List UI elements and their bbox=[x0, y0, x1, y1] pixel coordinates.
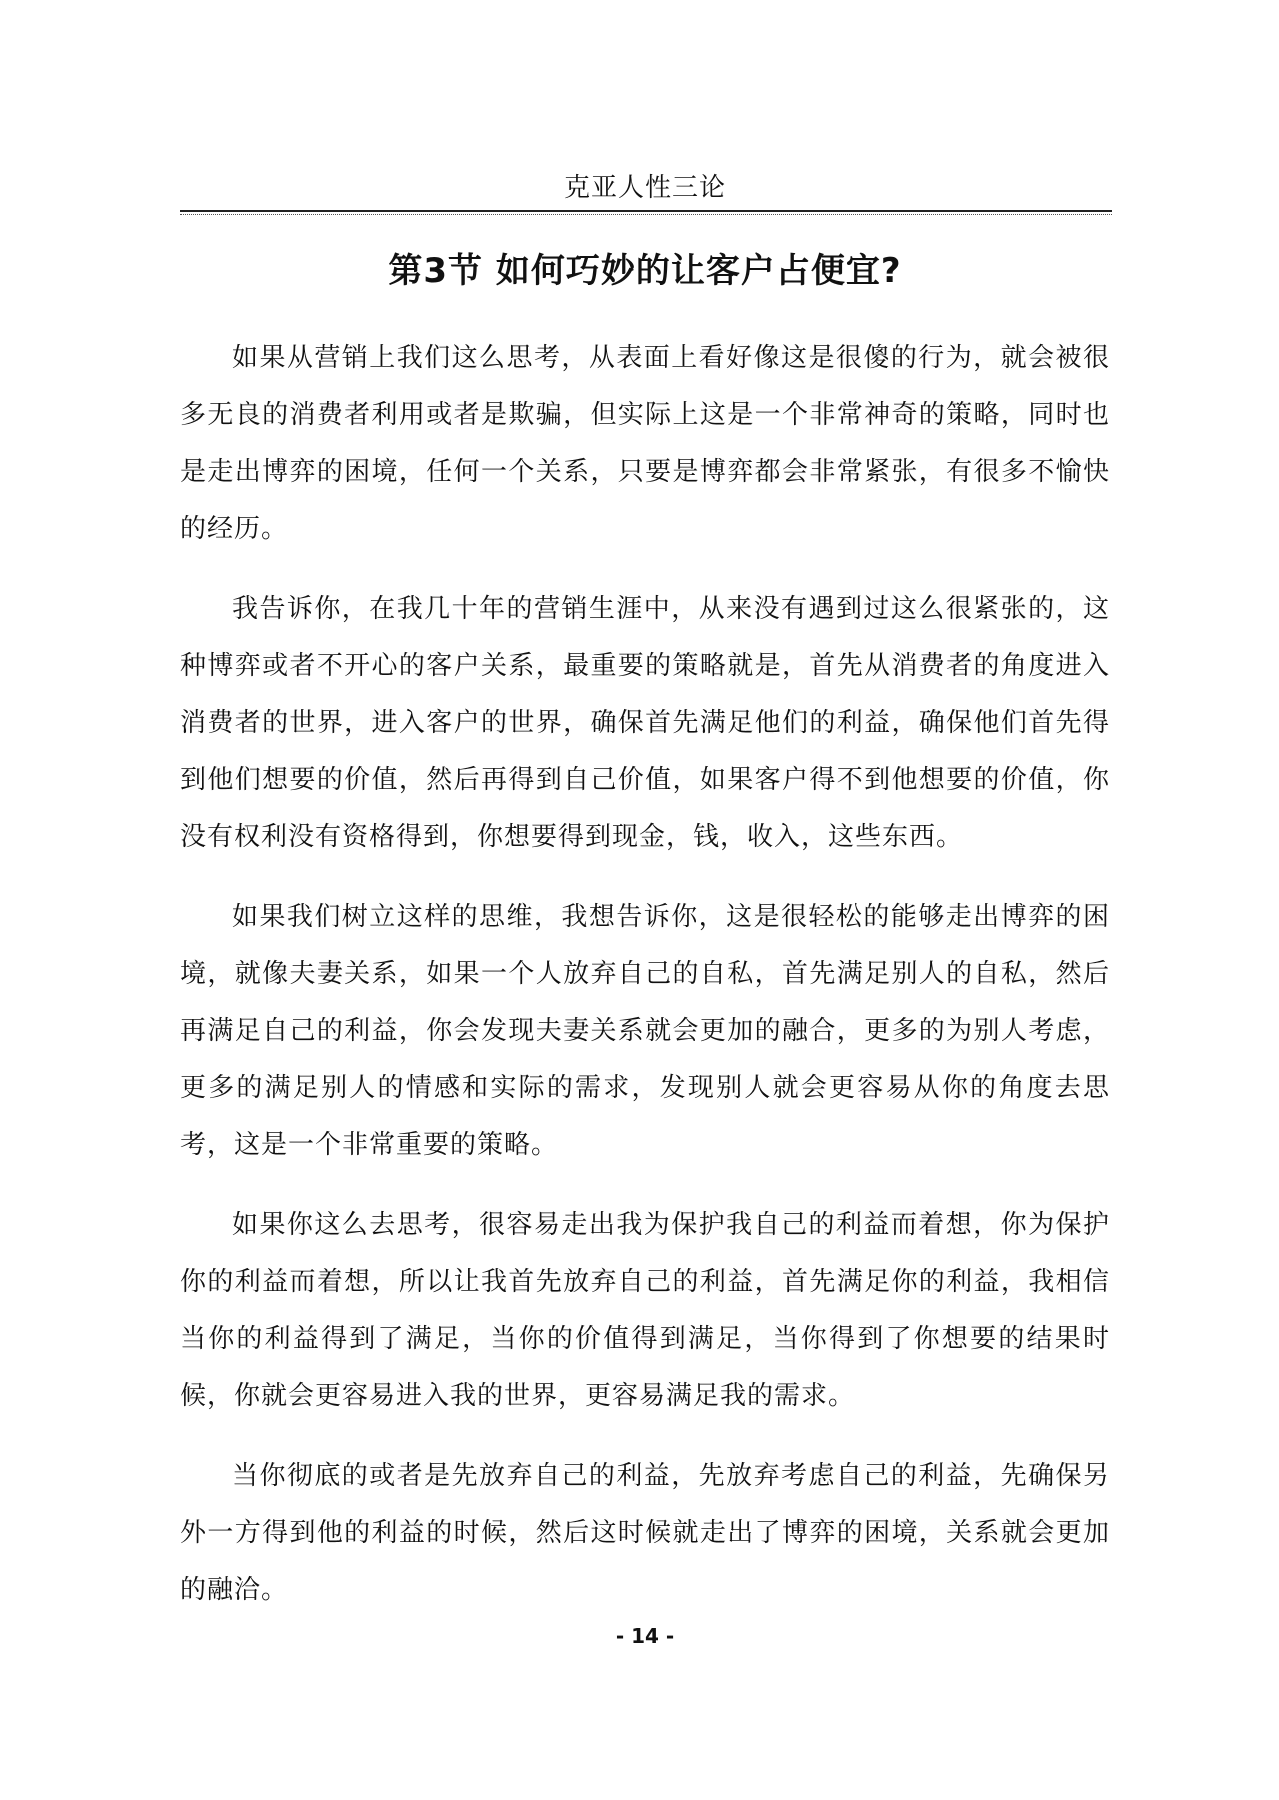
paragraph-4: 如果你这么去思考，很容易走出我为保护我自己的利益而着想，你为保护你的利益而着想，所以让我首先放弃自己的利益，首先满足你的利益，我相信当你的利益得到了满足，当你的价值得到满足，当你得到了你想要的结果时候，你就会更容易进入我的世界，更容易满足我的需求。 bbox=[180, 1210, 1110, 1411]
running-header: 克亚人性三论 bbox=[563, 173, 726, 203]
paragraph-1: 如果从营销上我们这么思考，从表面上看好像这是很傻的行为，就会被很多无良的消费者利用或者是欺骗，但实际上这是一个非常神奇的策略，同时也是走出博弈的困境，任何一个关系，只要是博弈都会非常紧张，有很多不愉快的经历。 bbox=[180, 343, 1110, 544]
section-title: 第3节 如何巧妙的让客户占便宜? bbox=[388, 251, 902, 291]
header-divider bbox=[180, 210, 1112, 215]
paragraph-3: 如果我们树立这样的思维，我想告诉你，这是很轻松的能够走出博弈的困境，就像夫妻关系，如果一个人放弃自己的自私，首先满足别人的自私，然后再满足自己的利益，你会发现夫妻关系就会更加的融合，更多的为别人考虑，更多的满足别人的情感和实际的需求，发现别人就会更容易从你的角度去思考，这是一个非常重要的策略。 bbox=[180, 902, 1110, 1160]
paragraph-2: 我告诉你，在我几十年的营销生涯中，从来没有遇到过这么很紧张的，这种博弈或者不开心的客户关系，最重要的策略就是，首先从消费者的角度进入消费者的世界，进入客户的世界，确保首先满足他们的利益，确保他们首先得到他们想要的价值，然后再得到自己价值，如果客户得不到他想要的价值，你没有权利没有资格得到，你想要得到现金，钱，收入，这些东西。 bbox=[180, 594, 1110, 852]
body-text bbox=[180, 330, 1110, 1642]
page-number: - 14 - bbox=[615, 1624, 675, 1648]
paragraph-5: 当你彻底的或者是先放弃自己的利益，先放弃考虑自己的利益，先确保另外一方得到他的利益的时候，然后这时候就走出了博弈的困境，关系就会更加的融洽。 bbox=[180, 1461, 1110, 1605]
